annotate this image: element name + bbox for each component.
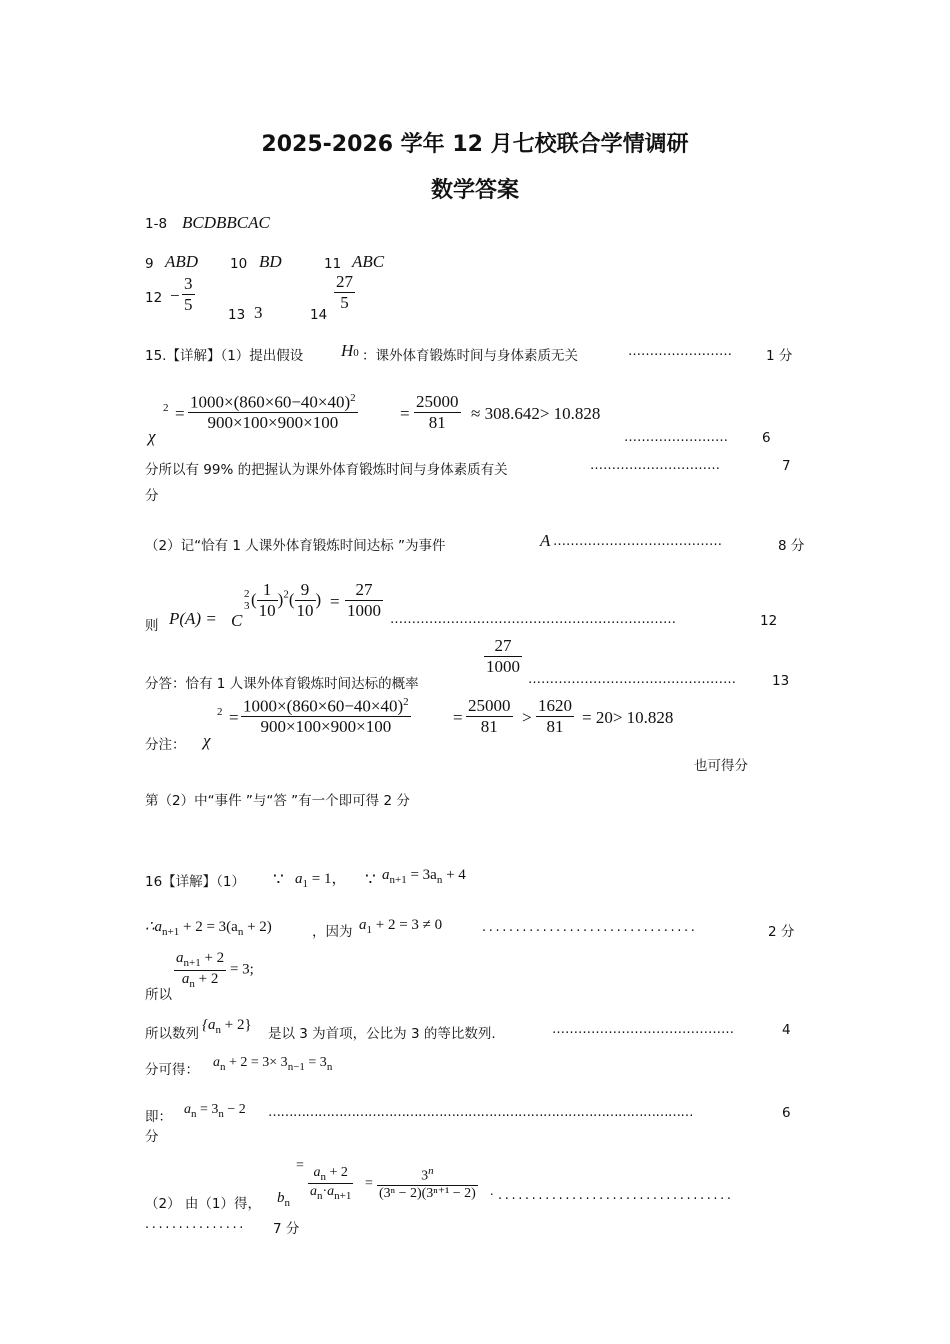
q16-p2-frac1: $\frac{a_n + 2}{a_n\cdot a_{n+1}}$: [310, 1165, 352, 1203]
q16-because1: ∵: [273, 870, 284, 889]
q10-label: 10: [230, 256, 248, 272]
q9-value: ABD: [165, 252, 199, 271]
q16-p2-eq: =: [296, 1158, 304, 1173]
q15-p-result: $\frac{27}{1000}$: [347, 580, 381, 620]
q16-line2-text: ，因为: [312, 924, 353, 940]
q16-p2-eq2: =: [365, 1176, 373, 1191]
q15-chi-sup: 2: [163, 402, 169, 414]
q15-note-tail: = 20> 10.828: [582, 708, 674, 727]
q15-chi-approx: ≈ 308.642> 10.828: [471, 404, 601, 423]
q15-note-gt: >: [522, 708, 532, 727]
q15-score2: 6: [762, 430, 771, 446]
q16-get-expr: $a_n + 2 = 3\times 3_{n-1} = 3_n$: [213, 1055, 333, 1073]
q15-chi-eq: =: [175, 404, 185, 423]
q16-p2-b: $b_n$: [277, 1190, 290, 1209]
q15-dots2: ……………………: [624, 430, 728, 445]
q16-ratio: $\frac{a_{n+1} + 2}{a_n + 2}$ = 3;: [176, 950, 254, 990]
page-title: 2025-2026 学年 12 月七校联合学情调研: [261, 132, 689, 157]
q16-so2-text: 是以 3 为首项，公比为 3 的等比数列.: [268, 1026, 496, 1042]
q15-dots6: …………………………………………: [528, 672, 736, 687]
q15-head: 15.【详解】（1）提出假设: [145, 348, 304, 364]
q16-a1: $a_1 = 1$，: [295, 871, 347, 890]
q16-so2: 所以数列: [145, 1026, 199, 1042]
q16-dots8: ……………………………………: [552, 1022, 734, 1037]
q15-note-prefix: 分注：: [145, 737, 186, 753]
q16-score9b: 分: [145, 1129, 159, 1145]
q15-note-frac2: $\frac{25000}{81}$: [468, 696, 511, 736]
q15-score1: 1 分: [766, 348, 793, 364]
q16-get: 分可得：: [145, 1062, 199, 1078]
q14-num: 27: [336, 272, 353, 291]
q16-score10: 7 分: [273, 1221, 300, 1237]
q12-fraction: [182, 274, 195, 314]
q15-note2: 第（2）中“事件 ”与“答 ”有一个即可得 2 分: [145, 793, 410, 809]
q16-dots7: ................................: [482, 920, 698, 935]
q10-value: BD: [259, 252, 282, 271]
q16-p2-frac2: $\frac{3^n}{\text{(3ⁿ − 2)(3ⁿ⁺¹ − 2)}}$: [379, 1165, 476, 1201]
q11-value: ABC: [352, 252, 385, 271]
q15-p-c-sub: 3: [244, 600, 250, 612]
q15-note-chi: χ: [203, 731, 211, 750]
q15-p-eq: =: [330, 592, 340, 611]
q15-h0-text: ：课外体育锻炼时间与身体素质无关: [362, 348, 578, 364]
page-subtitle: 数学答案: [430, 178, 519, 203]
q15-h0: H0: [341, 341, 359, 360]
q15-score3: 7: [782, 458, 791, 474]
q15-score5: 12: [760, 613, 778, 629]
q16-recurrence: $a_{n+1} = 3a_n + 4$: [382, 867, 466, 886]
q13-value: 3: [254, 303, 263, 322]
q15-note-eq: =: [229, 708, 239, 727]
q15-answer: 分答：恰有 1 人课外体育锻炼时间达标的概率: [145, 676, 419, 692]
q14-label: 14: [310, 307, 328, 323]
q16-dots9: …………………………………………………………………………………………: [268, 1105, 693, 1120]
q15-chi-frac: $\frac{1000\times(860\times 60-40\times 40)^2}{900\times 100\times 900\times 100}$: [190, 392, 356, 433]
q16-dots11: ...............: [145, 1217, 246, 1232]
q13-label: 13: [228, 307, 246, 323]
q16-line2-expr: $\therefore a_{n+1} + 2 = 3(a_n + 2)$: [145, 919, 272, 938]
q15-score3b: 分: [145, 488, 159, 504]
q15-score4: 8 分: [778, 538, 805, 554]
q15-note-eq2: =: [453, 708, 463, 727]
q15-p-expr: P(A) =: [169, 609, 217, 628]
q15-note-frac: $\frac{1000\times(860\times 60-40\times 40)^2}{900\times 100\times 900\times 100}$: [243, 696, 409, 737]
q14-den: 5: [340, 292, 349, 312]
q15-p-c-sup: 2: [244, 588, 250, 600]
q16-p2-text: （2） 由（1）得，: [145, 1196, 261, 1212]
q16-score9: 6: [782, 1105, 791, 1121]
q16-ie-expr: $a_n = 3_n - 2$: [184, 1102, 246, 1120]
q15-p-f1: ( $\frac{1}{10}$ )$^2$( $\frac{9}{10}$ ): [251, 580, 322, 620]
q16-ie: 即：: [145, 1109, 172, 1125]
mc-value: BCDBBCAC: [182, 213, 270, 232]
q15-dots4: …………………………………: [553, 534, 722, 549]
q15-score6: 13: [772, 673, 790, 689]
q9-label: 9: [145, 256, 154, 272]
q16-score8: 4: [782, 1022, 791, 1038]
q11-label: 11: [324, 256, 342, 272]
q15-answer-fraction: $\frac{27}{1000}$: [486, 636, 520, 676]
q12-num: 3: [184, 274, 193, 293]
q16-sequence: $\{a_n + 2\}$: [202, 1017, 252, 1036]
q12-label: 12: [145, 290, 163, 306]
q15-chi-frac2: $\frac{25000}{81}$: [416, 392, 459, 432]
q15-dots3: …………………………: [590, 458, 720, 473]
q15-chi-symbol: χ: [148, 427, 156, 446]
q14-fraction: [334, 272, 355, 312]
q15-part2: （2）记“恰有 1 人课外体育锻炼时间达标 ”为事件: [145, 538, 446, 554]
q16-line2-ineq: $a_1 + 2 = 3 \ne 0$: [359, 917, 443, 936]
q15-dots5: …………………………………………………………: [390, 612, 676, 627]
q15-event: A: [540, 531, 551, 550]
q16-score7: 2 分: [768, 924, 795, 940]
q16-dots10: ...................................: [498, 1188, 734, 1203]
q15-chi-eq2: =: [400, 404, 410, 423]
q15-p-c: C: [231, 611, 243, 630]
q16-because2: ∵: [365, 870, 376, 889]
q15-note-sup: 2: [217, 706, 223, 718]
q15-also-ok: 也可得分: [694, 758, 748, 774]
mc-label: 1-8: [145, 216, 168, 232]
q15-note-frac3: $\frac{1620}{81}$: [538, 696, 572, 736]
q16-so1: 所以: [145, 987, 172, 1003]
q15-p-prefix: 则: [145, 618, 159, 634]
q16-p2-dot: .: [490, 1184, 494, 1199]
q15-dots1: ……………………: [628, 344, 732, 359]
q12-den: 5: [184, 294, 193, 314]
q12-sign: −: [170, 286, 180, 305]
q16-head: 16【详解】（1）: [145, 874, 246, 890]
q15-line3: 分所以有 99% 的把握认为课外体育锻炼时间与身体素质有关: [145, 462, 508, 478]
